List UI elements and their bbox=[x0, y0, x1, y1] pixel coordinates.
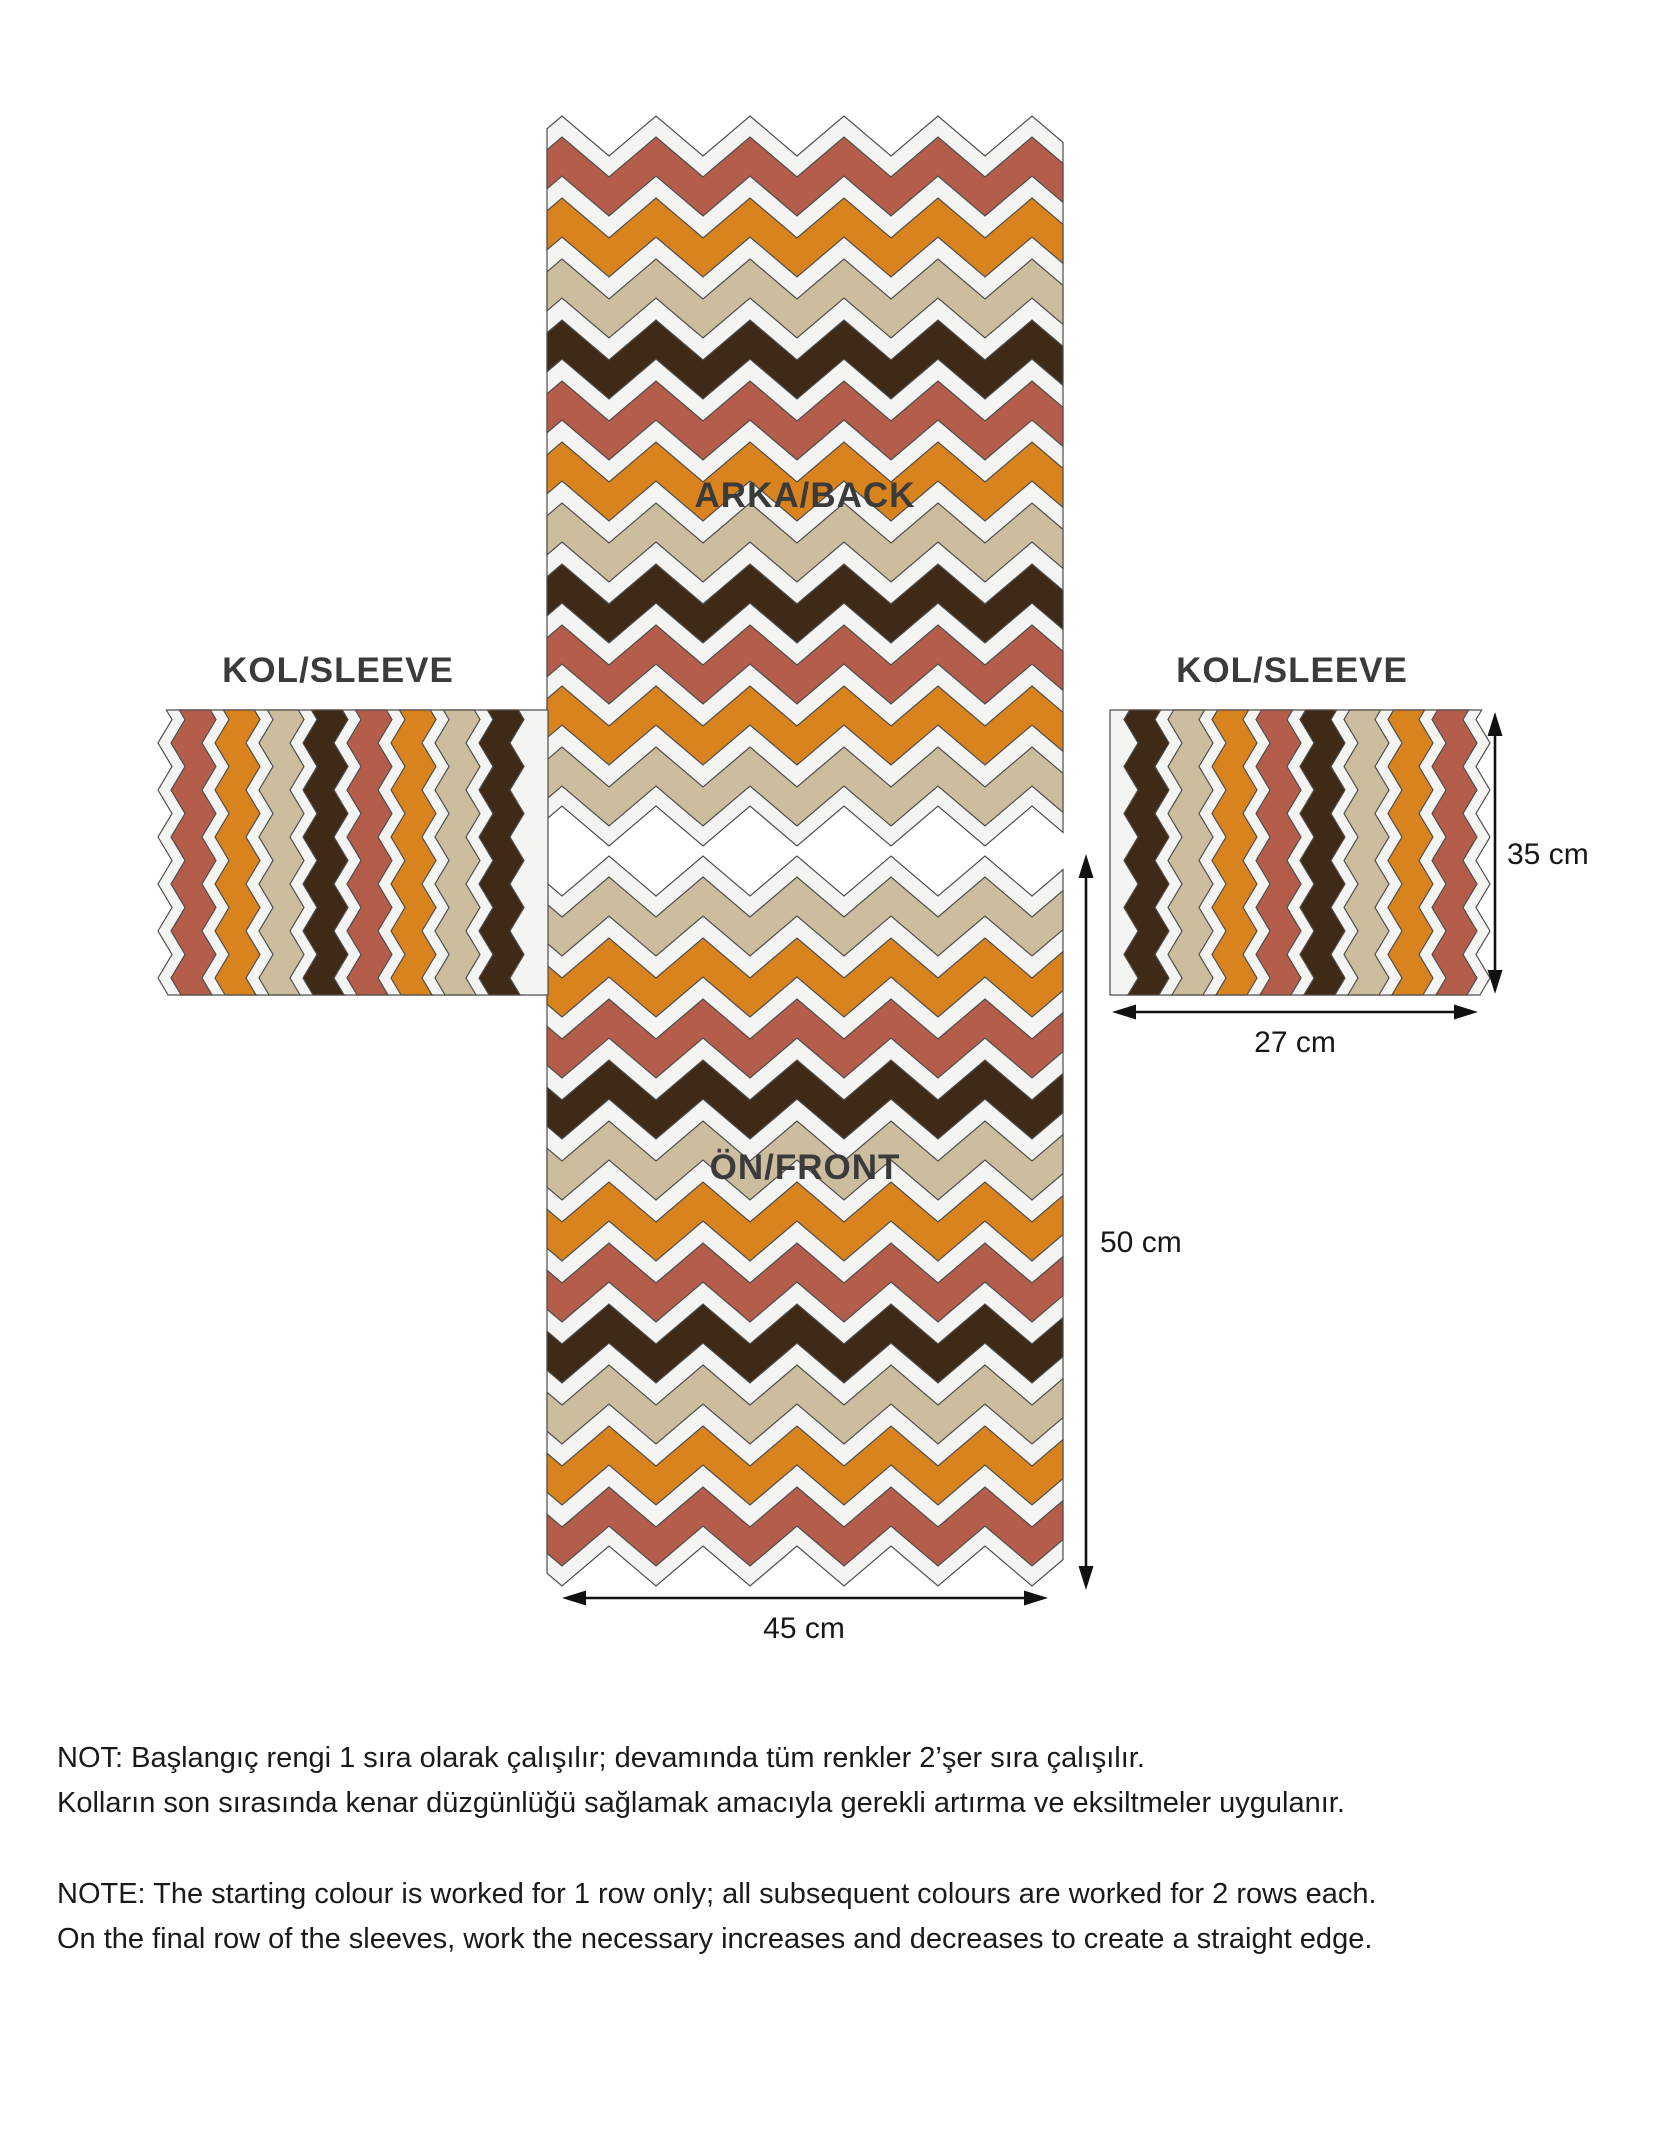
body-width-arrow bbox=[562, 1591, 1048, 1606]
sleeve-width-arrow bbox=[1112, 1005, 1478, 1020]
front-panel-label: ÖN/FRONT bbox=[709, 1148, 901, 1187]
body-height-dimension: 50 cm bbox=[1100, 1226, 1182, 1259]
sleeve-height-dimension: 35 cm bbox=[1507, 838, 1589, 871]
note-english-line2: On the final row of the sleeves, work the necessary increases and decreases to create a straight edge. bbox=[57, 1923, 1373, 1955]
note-turkish-line2: Kolların son sırasında kenar düzgünlüğü sağlamak amacıyla gerekli artırma ve eksiltmeler uygulanır. bbox=[57, 1787, 1345, 1819]
note-english-line1: NOTE: The starting colour is worked for 1 row only; all subsequent colours are worked for 2 rows each. bbox=[57, 1878, 1377, 1910]
body-height-arrow bbox=[1079, 854, 1094, 1590]
note-turkish-line1: NOT: Başlangıç rengi 1 sıra olarak çalışılır; devamında tüm renkler 2’şer sıra çalışılır. bbox=[57, 1742, 1145, 1774]
sleeve-height-arrow bbox=[1488, 712, 1503, 994]
body-width-dimension: 45 cm bbox=[763, 1612, 845, 1645]
left-sleeve-label: KOL/SLEEVE bbox=[222, 651, 454, 690]
right-sleeve-label: KOL/SLEEVE bbox=[1176, 651, 1408, 690]
sleeve-width-dimension: 27 cm bbox=[1254, 1026, 1336, 1059]
back-panel-label: ARKA/BACK bbox=[694, 476, 916, 515]
